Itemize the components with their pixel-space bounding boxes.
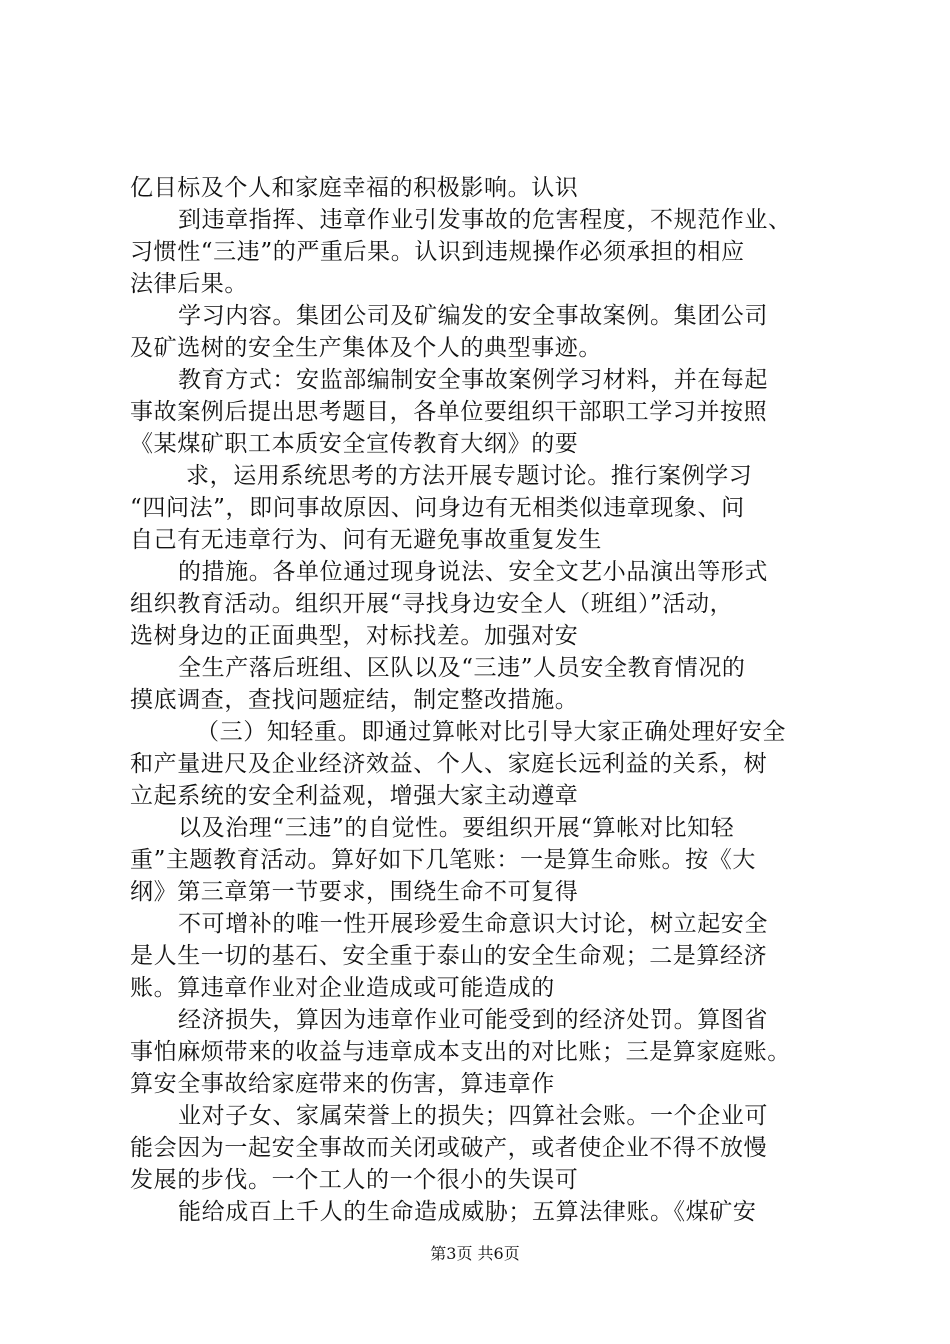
text-line: 《某煤矿职工本质安全宣传教育大纲》的要	[130, 431, 579, 457]
text-line: 法律后果。	[130, 271, 248, 297]
text-line: （三）知轻重。即通过算帐对比引导大家正确处理好安全	[196, 719, 786, 745]
text-line: 和产量进尺及企业经济效益、个人、家庭长远利益的关系，树	[130, 751, 768, 777]
document-body	[130, 172, 850, 1228]
text-line: 账。算违章作业对企业造成或可能造成的	[130, 975, 555, 1001]
text-line: 教育方式：安监部编制安全事故案例学习材料，并在每起	[178, 367, 768, 393]
text-line: 全生产落后班组、区队以及“三违”人员安全教育情况的	[178, 655, 746, 681]
text-line: 纲》第三章第一节要求，围绕生命不可复得	[130, 879, 579, 905]
text-line: 事故案例后提出思考题目，各单位要组织干部职工学习并按照	[130, 399, 768, 425]
page-number-footer: 第3页 共6页	[430, 1244, 520, 1263]
text-line: 选树身边的正面典型，对标找差。加强对安	[130, 623, 579, 649]
text-line: 的措施。各单位通过现身说法、安全文艺小品演出等形式	[178, 559, 768, 585]
text-line: 求，运用系统思考的方法开展专题讨论。推行案例学习	[186, 463, 753, 489]
text-line: 到违章指挥、违章作业引发事故的危害程度，不规范作业、	[178, 207, 792, 233]
text-line: 及矿选树的安全生产集体及个人的典型事迹。	[130, 335, 602, 361]
text-line: 学习内容。集团公司及矿编发的安全事故案例。集团公司	[178, 303, 768, 329]
text-line: 算安全事故给家庭带来的伤害，算违章作	[130, 1071, 555, 1097]
text-line: 重”主题教育活动。算好如下几笔账：一是算生命账。按《大	[130, 847, 756, 873]
text-line: 自己有无违章行为、问有无避免事故重复发生	[130, 527, 602, 553]
text-line: 摸底调查，查找问题症结，制定整改措施。	[130, 687, 579, 713]
text-line: 不可增补的唯一性开展珍爱生命意识大讨论，树立起安全	[178, 911, 768, 937]
text-line: 业对子女、家属荣誉上的损失；四算社会账。一个企业可	[178, 1103, 768, 1129]
text-line: 事怕麻烦带来的收益与违章成本支出的对比账；三是算家庭账。	[130, 1039, 791, 1065]
text-line: 是人生一切的基石、安全重于泰山的安全生命观；二是算经济	[130, 943, 768, 969]
text-line: “四问法”，即问事故原因、问身边有无相类似违章现象、问	[130, 495, 745, 521]
text-line: 习惯性“三违”的严重后果。认识到违规操作必须承担的相应	[130, 239, 745, 265]
text-line: 立起系统的安全利益观，增强大家主动遵章	[130, 783, 579, 809]
text-line: 以及治理“三违”的自觉性。要组织开展“算帐对比知轻	[178, 815, 735, 841]
text-line: 组织教育活动。组织开展“寻找身边安全人（班组）”活动，	[130, 591, 734, 617]
text-line: 能会因为一起安全事故而关闭或破产，或者使企业不得不放慢	[130, 1135, 768, 1161]
text-line: 经济损失，算因为违章作业可能受到的经济处罚。算图省	[178, 1007, 768, 1033]
text-line: 发展的步伐。一个工人的一个很小的失误可	[130, 1167, 579, 1193]
text-line: 能给成百上千人的生命造成威胁；五算法律账。《煤矿安	[178, 1199, 757, 1225]
text-line: 亿目标及个人和家庭幸福的积极影响。认识	[130, 175, 579, 201]
